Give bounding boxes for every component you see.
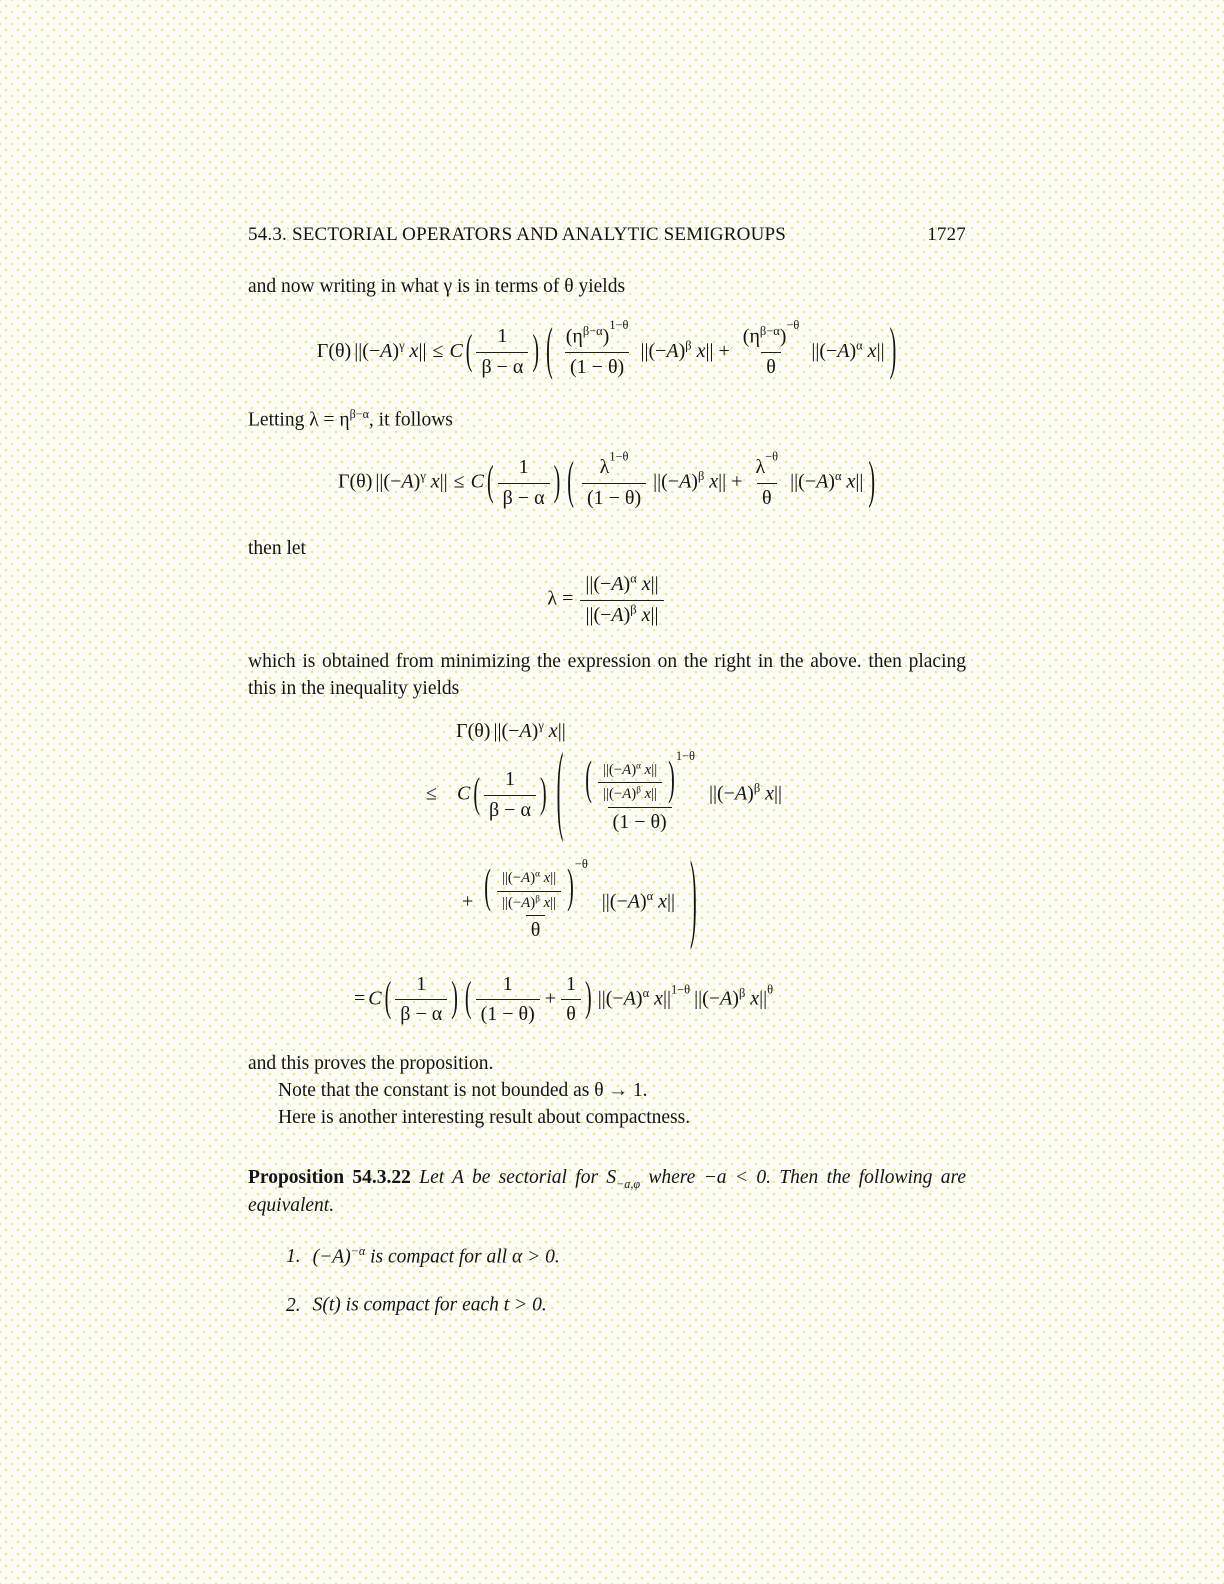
proposition-body: Let A be sectorial for $S_{-a,\varphi}$ where −a < 0. Then the following are equivalent. — [248, 1167, 967, 1217]
derivation-line-3: + ( $\frac{||(-A)^\alpha x||}{||(-A)^\beta x||}$ )$^{-\theta}$ θ $||(-A)^\alpha$ x|| ) — [462, 843, 697, 954]
proposition-subscript: −a,φ — [616, 1177, 641, 1192]
derivation-line-2: ≤ C ( $\frac{1}{\beta - \alpha}$ ) ( ( $\frac{||(-A)^\alpha x||}{||(-A)^\beta x||}$ )$^{1-\theta}$ (1 − θ) $||(-A)^\beta$ x|| — [426, 735, 783, 846]
proposition-54-3-22 — [248, 1165, 966, 1219]
page-number: 1727 — [927, 224, 966, 245]
formula-lambda-definition: λ = $\frac{||(-A)^\alpha x||}{||(-A)^\beta x||}$ — [248, 573, 966, 627]
derivation-line-1: Γ(θ) $||(-A)^\gamma$ x|| — [456, 718, 566, 743]
para-then-let: then let — [248, 538, 306, 560]
para-proves: and this proves the proposition. — [248, 1052, 494, 1074]
proposition-item-list — [248, 1244, 966, 1317]
letting-text: Letting λ = η — [248, 409, 350, 431]
para-note: Note that the constant is not bounded as θ → 1. — [278, 1079, 648, 1101]
derivation-line-4: = C ( $\frac{1}{\beta - \alpha}$ ) ( $\frac{1}{(1 - \theta)}$ + $\frac{1}{\theta}$ ) $||(-A)^\alpha$ $x||^{1-\theta}$ $||(-A)^\beta$ $x||^\theta$ — [354, 972, 774, 1026]
prop-item-2: 2. S(t) is compact for each t > 0. — [286, 1294, 547, 1316]
prop-item-1: 1. $(-A)^{-\alpha}$ is compact for all α > 0. — [286, 1243, 560, 1268]
formula-lambda-inequality: Γ(θ) $||(-A)^\gamma$ x|| ≤ C ( $\frac{1}{\beta - \alpha}$ ) ( $\frac{\lambda^{1-\theta}}{(1 - \theta)}$ $||(-A)^\beta$ x|| + $\frac{\lambda^{-\theta}}{\theta}$ $||(-A)^\alpha$ x|| ) — [337, 449, 876, 510]
proposition-label: Proposition 54.3.22 — [248, 1167, 411, 1189]
page-content — [248, 224, 966, 1317]
formula-eta-inequality: Γ(θ) $||(-A)^\gamma$ x|| ≤ C ( $\frac{1}{\beta - \alpha}$ ) ( $\frac{(\eta^{\beta-\alpha})^{1-\theta}}{(1 - \theta)}$ $||(-A)^\beta$ x|| + $\frac{(\eta^{\beta-\alpha})^{-\theta}}{\theta}$ $||(-A)^\alpha$ x|| ) — [316, 317, 897, 382]
letting-exponent: β−α — [349, 406, 369, 421]
para-intro: and now writing in what γ is in terms of θ yields — [248, 276, 626, 297]
derivation-display — [248, 719, 966, 1027]
page-header — [248, 224, 966, 246]
letting-text-tail: , it follows — [368, 409, 453, 431]
para-minimizing: which is obtained from minimizing the expression on the right in the above. then placing this in the inequality yields — [248, 651, 966, 700]
para-letting — [248, 406, 966, 434]
section-title: 54.3. SECTORIAL OPERATORS AND ANALYTIC SEMIGROUPS — [248, 224, 787, 245]
para-compactness-intro: Here is another interesting result about compactness. — [278, 1106, 691, 1128]
